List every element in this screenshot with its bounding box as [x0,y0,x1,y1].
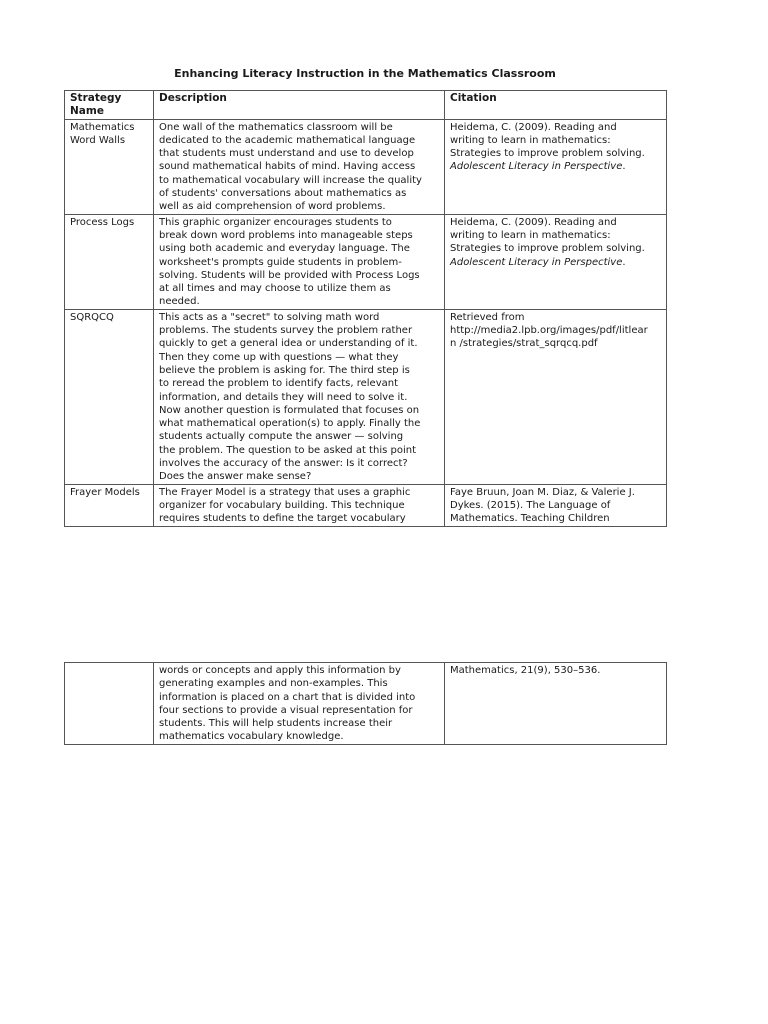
citation-cell: Heidema, C. (2009). Reading and writing to learn in mathematics: Strategies to improve problem solving. Adolescent Literacy in Perspective. [445,119,667,214]
table-row-continued [65,663,667,745]
citation-journal: Adolescent Literacy in Perspective [450,161,623,173]
citation-cell: Heidema, C. (2009). Reading and writing to learn in mathematics: Strategies to improve problem solving. Adolescent Literacy in Perspective. [445,214,667,309]
header-citation: Citation [445,91,667,120]
citation-cell: Mathematics, 21(9), 530–536. [445,663,667,745]
description-cell: words or concepts and apply this information by generating examples and non-examples. This information is placed on a chart that is divided into four sections to provide a visual representation for students. This will help students increase their mathematics vocabulary knowledge. [154,663,445,745]
description-cell: This graphic organizer encourages students to break down word problems into manageable steps using both academic and everyday language. The worksheet's prompts guide students in problem- solving. Students will be provided with Process Logs at all times and may choose to utilize them as needed. [154,214,445,309]
strategy-cell: Mathematics Word Walls [65,119,154,214]
table-row [65,119,667,214]
strategy-cell: Process Logs [65,214,154,309]
strategy-cell: SQRQCQ [65,309,154,484]
table-header-row [65,91,667,120]
description-cell: This acts as a "secret" to solving math word problems. The students survey the problem rather quickly to get a general idea or understanding of it. Then they come up with questions — what they believe the problem is asking for. The third step is to reread the problem to identify facts, relevant information, and details they will need to solve it. Now another question is formulated that focuses on what mathematical operation(s) to apply. Finally the students actually compute the answer — solving the problem. The question to be asked at this point involves the accuracy of the answer: Is it correct? Does the answer make sense? [154,309,445,484]
citation-cell: Faye Bruun, Joan M. Diaz, & Valerie J. Dykes. (2015). The Language of Mathematics. Teaching Children [445,484,667,526]
header-strategy-name: Strategy Name [65,91,154,120]
strategy-table-continued [64,662,667,745]
citation-cell: Retrieved from http://media2.lpb.org/images/pdf/litlear n /strategies/strat_sqrqcq.pdf [445,309,667,484]
description-cell: One wall of the mathematics classroom will be dedicated to the academic mathematical language that students must understand and use to develop sound mathematical habits of mind. Having access to mathematical vocabulary will increase the quality of students' conversations about mathematics as well as aid comprehension of word problems. [154,119,445,214]
strategy-table [64,90,667,527]
strategy-cell [65,663,154,745]
table-row [65,484,667,526]
table-row [65,309,667,484]
citation-journal: Adolescent Literacy in Perspective [450,256,623,268]
strategy-cell: Frayer Models [65,484,154,526]
description-cell: The Frayer Model is a strategy that uses a graphic organizer for vocabulary building. This technique requires students to define the target vocabulary [154,484,445,526]
page-title: Enhancing Literacy Instruction in the Mathematics Classroom [174,67,556,80]
table-row [65,214,667,309]
header-description: Description [154,91,445,120]
